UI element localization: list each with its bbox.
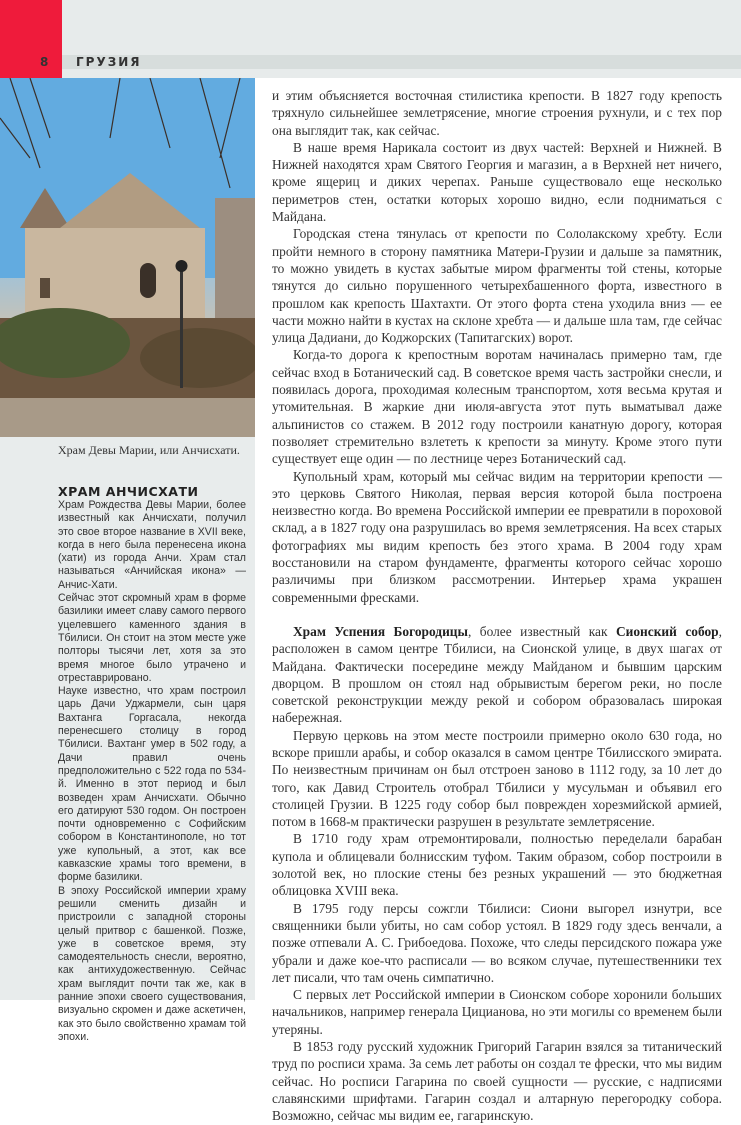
sidebar-paragraph: Науке известно, что храм построил царь Дачи Уджармели, сын царя Вахтанга Горгасала, некогда перенесшего столицу в город Тбилиси. Вахтанг умер в 502 году, а Дачи правил очень предположительно с 522 года по 534-й. Именно в этот период и был возведен храм Анчисхати. Обычно его датируют 530 годом. Он построен почти одновременно с Софийским собором в Константинополе, но тот уже купольный, а этот, как все кавказские храмы того времени, в форме базилики. [58,685,246,884]
section-title: ГРУЗИЯ [76,55,142,69]
paragraph: В 1710 году храм отремонтировали, полностью переделали барабан купола и облицевали болнисским туфом. Таким образом, собор построили в золотой век, но плоские стены без резных украшений — это бюджетная облицовка XVIII века. [272,831,722,899]
sidebar-paragraph: Храм Рождества Девы Марии, более известный как Анчисхати, получил это свое второе название в XVII веке, когда в него была перенесена икона (хати) из города Анчи. Храм стал называться «Анчийская икона» — Анчис-Хати. [58,499,246,591]
sidebar-title: ХРАМ АНЧИСХАТИ [58,484,199,499]
paragraph: и этим объясняется восточная стилистика крепости. В 1827 году крепость тряхнуло сильнейшее землетрясение, многие строения рухнули, и с тех пор она выглядит так, как сейчас. [272,88,722,138]
main-text [272,87,722,1125]
paragraph: Городская стена тянулась от крепости по Сололакскому хребту. Если пройти немного в сторону памятника Матери-Грузии и дальше за памятник, то можно увидеть в кустах забытые миром фрагменты той стены, которые тянутся до сильно порушенного четырехбашенного форта, известного в прошлом как крепость Шахтахти. От этого форта стена уходила вниз — ее части можно найти в кустах на склоне хребта — и дальше шла там, где сейчас улица Дадиани, до Коджорских (Тапитагских) ворот. [272,226,722,346]
paragraph: Когда-то дорога к крепостным воротам начиналась примерно там, где сейчас вход в Ботанический сад. В советское время часть застройки снесли, и появилась дорога, проходимая колесным транспортом, хотя весьма крутая и утомительная. В жаркие дни июля-августа этот путь выматывал даже альпинистов со стажем. В 2012 году построили канатную дорогу, которая позволяет стремительно взлететь к крепости за минуту. Кроме этого пути существует еще один — по лестнице через Ботанический сад. [272,347,722,467]
bold-term: Сионский собор [615,623,719,639]
sidebar-paragraph: В эпоху Российской империи храму решили сменить дизайн и пристроили с западной стороны целый притвор с башенкой. Позже, уже в советское время, эту самодеятельность снесли, вероятно, как антихудожественную. Сейчас храм выглядит почти так же, как в ранние эпохи своего существования, визуально скромен и даже аскетичен, как это было свойственно храмам той эпохи. [58,884,246,1043]
header-gap [62,69,741,78]
paragraph: Первую церковь на этом месте построили примерно около 630 года, но вскоре пришли арабы, и собор оказался в самом центре Тбилисского эмирата. По неизвестным причинам он был отстроен заново в 1112 году, за 10 лет до того, как Давид Строитель отобрал Тбилиси у мусульман и объявил его столицей Грузии. В 1225 году собор был поврежден хорезмийской армией, потом в 1668-м практически разрушен в результате землетрясение. [272,727,722,830]
photo-caption: Храм Девы Марии, или Анчисхати. [58,443,240,457]
header-band [0,0,741,55]
accent-block [0,0,62,78]
sidebar-paragraph: Сейчас этот скромный храм в форме базилики имеет славу самого первого уцелевшего каменного здания в Тбилиси. Он стоит на этом месте уже полторы тысячи лет, хотя за это время многое было утрачено и отреставрировано. [58,592,246,684]
church-photo [0,78,255,437]
page-number: 8 [40,55,49,69]
bold-term: Храм Успения Богородицы [293,623,468,639]
text-span: , более известный как [467,623,616,639]
sion-paragraph [272,623,722,727]
sidebar-text [58,499,246,1044]
paragraph: Купольный храм, который мы сейчас видим на территории крепости — это церковь Святого Николая, первая версия которой была построена неизвестно когда. Во времена Российской империи ее превратили в пороховой склад, а в 1827 году она разрушилась во время землетрясения. На всех старых фотографиях мы видим крепость без этого храма. В 2004 году храм восстановили на старом фундаменте, фрагменты которого сейчас хорошо различимы при близком рассмотрении. Интерьер храма украшен современными фресками. [272,468,722,605]
paragraph: В наше время Нарикала состоит из двух частей: Верхней и Нижней. В Нижней находятся храм Святого Георгия и магазин, а в Верхней нет ничего, кроме ящериц и диких черепах. Раньше существовало еще несколько периметров стен, остатки которых хорошо видно, если подниматься с Майдана. [272,139,722,225]
paragraph: В 1795 году персы сожгли Тбилиси: Сиони выгорел изнутри, все священники были убиты, но сам собор устоял. В 1829 году здесь венчали, а позже отпевали А. С. Грибоедова. Похоже, что следы персидского пожара уже убрали и даже кое-что расписали — во всяком случае, путешественники тех лет писали, что там очень симпатично. [272,900,722,985]
paragraph: В 1853 году русский художник Григорий Гагарин взялся за титанический труд по росписи храма. За семь лет работы он создал те фрески, что мы видим сейчас. Но росписи Гагарина по своей сущности — русские, с надписями славянскими шрифтами. Гагарин создал и алтарную перегородку собора. Возможно, сейчас мы видим ее, гагаринскую. [272,1039,722,1124]
text-span: , расположен в самом центре Тбилиси, на Сионской улице, в двух шагах от Майдана. Фактически посередине между Майданом и бывшим царским дворцом. В прошлом он стоял над обрывистым берегом реки, но после советской реконструкции между рекой и собором образовалась широкая набережная. [272,623,722,726]
paragraph: С первых лет Российской империи в Сионском соборе хоронили больших начальников, например генерала Цицианова, но эти могилы со временем были утеряны. [272,987,722,1037]
